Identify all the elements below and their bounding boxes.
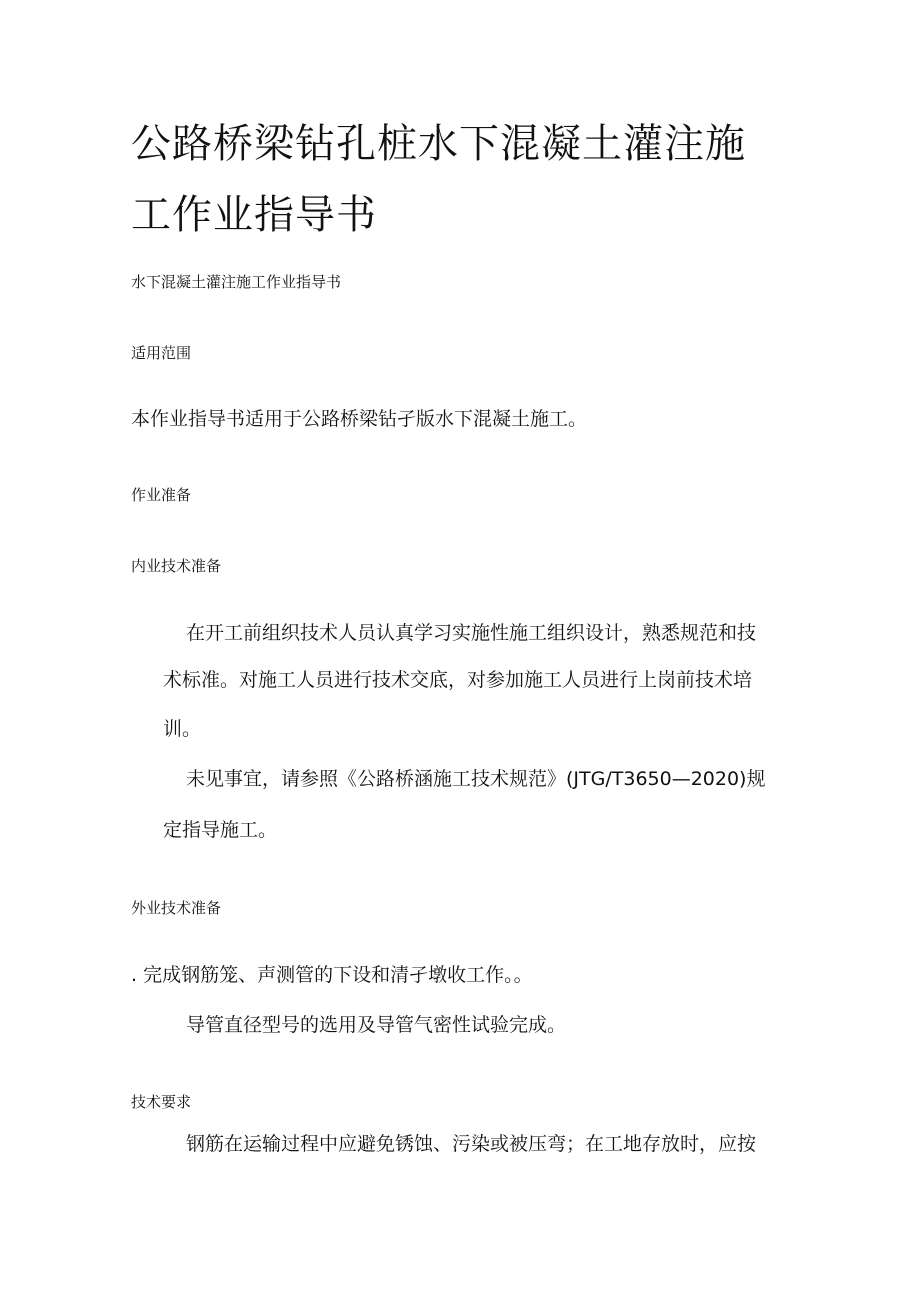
- internal-paragraph-1-line-3: 训。: [163, 718, 202, 740]
- internal-paragraph-1-line-1: 在开工前组织技术人员认真学习实施性施工组织设计，熟悉规范和技: [186, 622, 757, 644]
- internal-prep-heading: 内业技术准备: [131, 557, 222, 575]
- external-item-2: 导管直径型号的选用及导管气密性试验完成。: [186, 1014, 567, 1036]
- scope-text: 本作业指导书适用于公路桥梁钻孑版水下混凝土施工。: [131, 408, 588, 430]
- document-title-line-1: 公路桥梁钻孔桩水下混凝土灌注施: [131, 121, 746, 167]
- tech-paragraph-1-line-1: 钢筋在运输过程中应避免锈蚀、污染或被压弯；在工地存放时，应按: [186, 1133, 757, 1155]
- document-title-line-2: 工作业指导书: [131, 192, 377, 238]
- scope-heading: 适用范围: [131, 344, 192, 362]
- external-prep-heading: 外业技术准备: [131, 899, 222, 917]
- document-subtitle: 水下混凝土灌注施工作业指导书: [131, 273, 342, 291]
- prep-heading: 作业准备: [131, 486, 192, 504]
- tech-requirements-heading: 技术要求: [131, 1093, 192, 1111]
- internal-paragraph-2-line-1: 未见事宜，请参照《公路桥涵施工技术规范》(JTG/T3650—2020)规: [186, 768, 766, 790]
- internal-paragraph-1-line-2: 术标准。对施工人员进行技术交底，对参加施工人员进行上岗前技术培: [163, 669, 753, 691]
- external-item-1: . 完成钢筋笼、声测管的下设和清孑墩收工作。。: [131, 964, 533, 986]
- internal-paragraph-2-line-2: 定指导施工。: [163, 819, 278, 841]
